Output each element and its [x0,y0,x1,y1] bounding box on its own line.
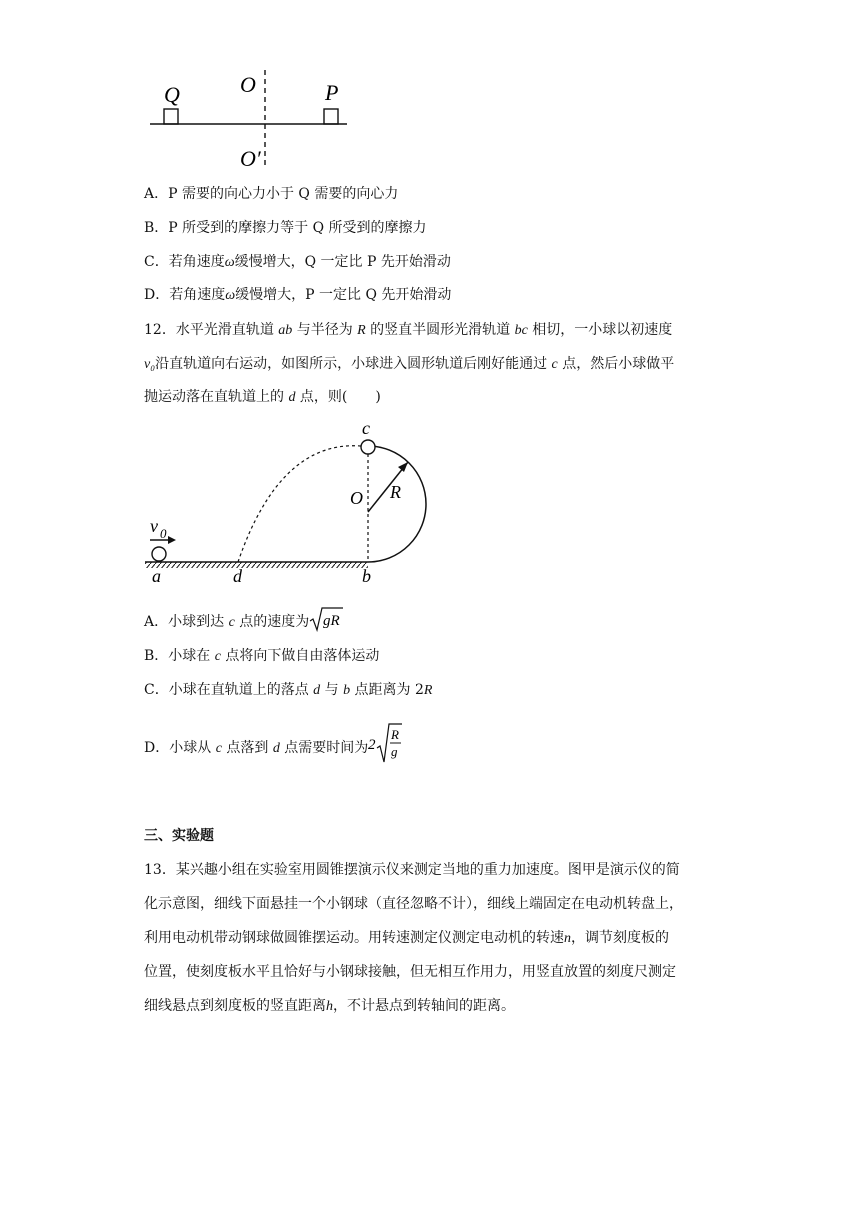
figure-track [140,420,460,590]
ground-hatch [145,562,368,568]
q12-option-c-text: C．小球在直轨道上的落点 [144,682,314,698]
q11-option-c-suffix: 缓慢增大，Q 一定比 P 先开始滑动 [234,254,451,270]
q12-var: c [551,357,558,372]
q12-text: 12．水平光滑直轨道 [144,322,279,338]
q11-option-d [144,285,451,306]
q13-var: n [564,931,571,946]
label-r: R [390,482,401,502]
q12-var: d [288,390,296,405]
label-o: O [240,72,256,97]
block-q [164,109,178,124]
q12-option-c-text: 与 [320,682,344,698]
q11-option-c [144,252,451,273]
q12-var: c [215,741,222,756]
q12-var: R [357,323,366,338]
coefficient: 2 [368,737,376,753]
q12-text: 沿直轨道向右运动，如图所示，小球进入圆形轨道后刚好能通过 [155,356,552,372]
label-v0: v [150,516,158,536]
q13-line-5 [144,996,515,1017]
omega-symbol: ω [224,255,235,270]
q13-line-1: 13．某兴趣小组在实验室用圆锥摆演示仪来测定当地的重力加速度。图甲是演示仪的简 [144,862,680,878]
q13-line-3 [144,928,669,949]
trajectory-dashed [238,446,361,562]
label-p: P [325,80,339,105]
q11-option-c-prefix: C．若角速度 [144,254,225,270]
q12-option-a-text: A．小球到达 [144,614,229,630]
label-o: O [350,488,363,508]
q11-option-a: A．P 需要的向心力小于 Q 需要的向心力 [144,186,399,202]
figure-turntable [140,70,360,170]
q13-text: 细线悬点到刻度板的竖直距离 [144,998,326,1014]
q12-var: d [272,741,280,756]
q11-option-d-prefix: D．若角速度 [144,287,226,303]
q12-text: 点，则( ) [295,389,381,405]
q12-option-a-text: 点的速度为 [234,614,310,630]
q12-option-c-text: 点距离为 2 [350,682,424,698]
q12-text: 的竖直半圆形光滑轨道 [365,322,515,338]
fraction-numerator: R [391,727,400,742]
q12-var: ab [278,323,293,338]
label-o-prime: O′ [240,146,261,171]
fraction-denominator: g [391,744,398,759]
section-heading: 三、实验题 [144,828,214,844]
ball-at-a [152,547,166,561]
q12-var: c [214,649,221,664]
label-b: b [362,566,371,586]
q12-line-1 [144,320,672,341]
sqrt-symbol [309,606,343,632]
omega-symbol: ω [225,288,236,303]
q12-var: c [228,615,235,630]
label-c: c [362,418,370,438]
ball-at-c [361,440,375,454]
sqrt-fraction [368,722,402,764]
q12-option-b-text: 点将向下做自由落体运动 [220,648,380,664]
q12-line-2 [144,354,674,375]
q13-var: h [326,999,333,1014]
q11-option-b: B．P 所受到的摩擦力等于 Q 所受到的摩擦力 [144,220,427,236]
label-q: Q [164,82,180,107]
q12-var: d [313,683,321,698]
sqrt-content: gR [323,613,340,629]
q12-text: 抛运动落在直轨道上的 [144,389,289,405]
label-a: a [152,566,161,586]
q12-line-3 [144,387,381,408]
q12-var: v₀ [144,357,156,372]
q13-text: ，调节刻度板的 [571,930,669,946]
q12-var: R [423,683,433,698]
q13-text: 利用电动机带动钢球做圆锥摆运动。用转速测定仪测定电动机的转速 [144,930,564,946]
q13-line-4: 位置，使刻度板水平且恰好与小钢球接触，但无相互作用力，用竖直放置的刻度尺测定 [144,964,676,980]
q12-option-a [144,606,343,636]
q12-var: bc [514,323,528,338]
velocity-arrowhead [168,536,176,544]
q13-line-2: 化示意图，细线下面悬挂一个小钢球（直径忽略不计），细线上端固定在电动机转盘上， [144,896,683,912]
q12-option-d-text: 点需要时间为 [279,740,369,756]
label-d: d [233,566,242,586]
q12-option-c [144,680,432,701]
q12-option-d [144,722,402,769]
block-p [324,109,338,124]
radius-arrowhead [398,462,408,472]
q12-text: 点，然后小球做平 [557,356,675,372]
q12-option-d-text: D．小球从 [144,740,216,756]
q12-text: 与半径为 [292,322,358,338]
q11-option-d-suffix: 缓慢增大，P 一定比 Q 先开始滑动 [235,287,452,303]
q12-option-d-text: 点落到 [221,740,273,756]
q13-text: ，不计悬点到转轴间的距离。 [333,998,515,1014]
q12-option-b [144,646,379,667]
q12-text: 相切，一小球以初速度 [527,322,673,338]
label-v0-sub: 0 [160,526,167,541]
semicircle-track [368,446,426,562]
q12-var: b [343,683,351,698]
q12-option-b-text: B．小球在 [144,648,215,664]
